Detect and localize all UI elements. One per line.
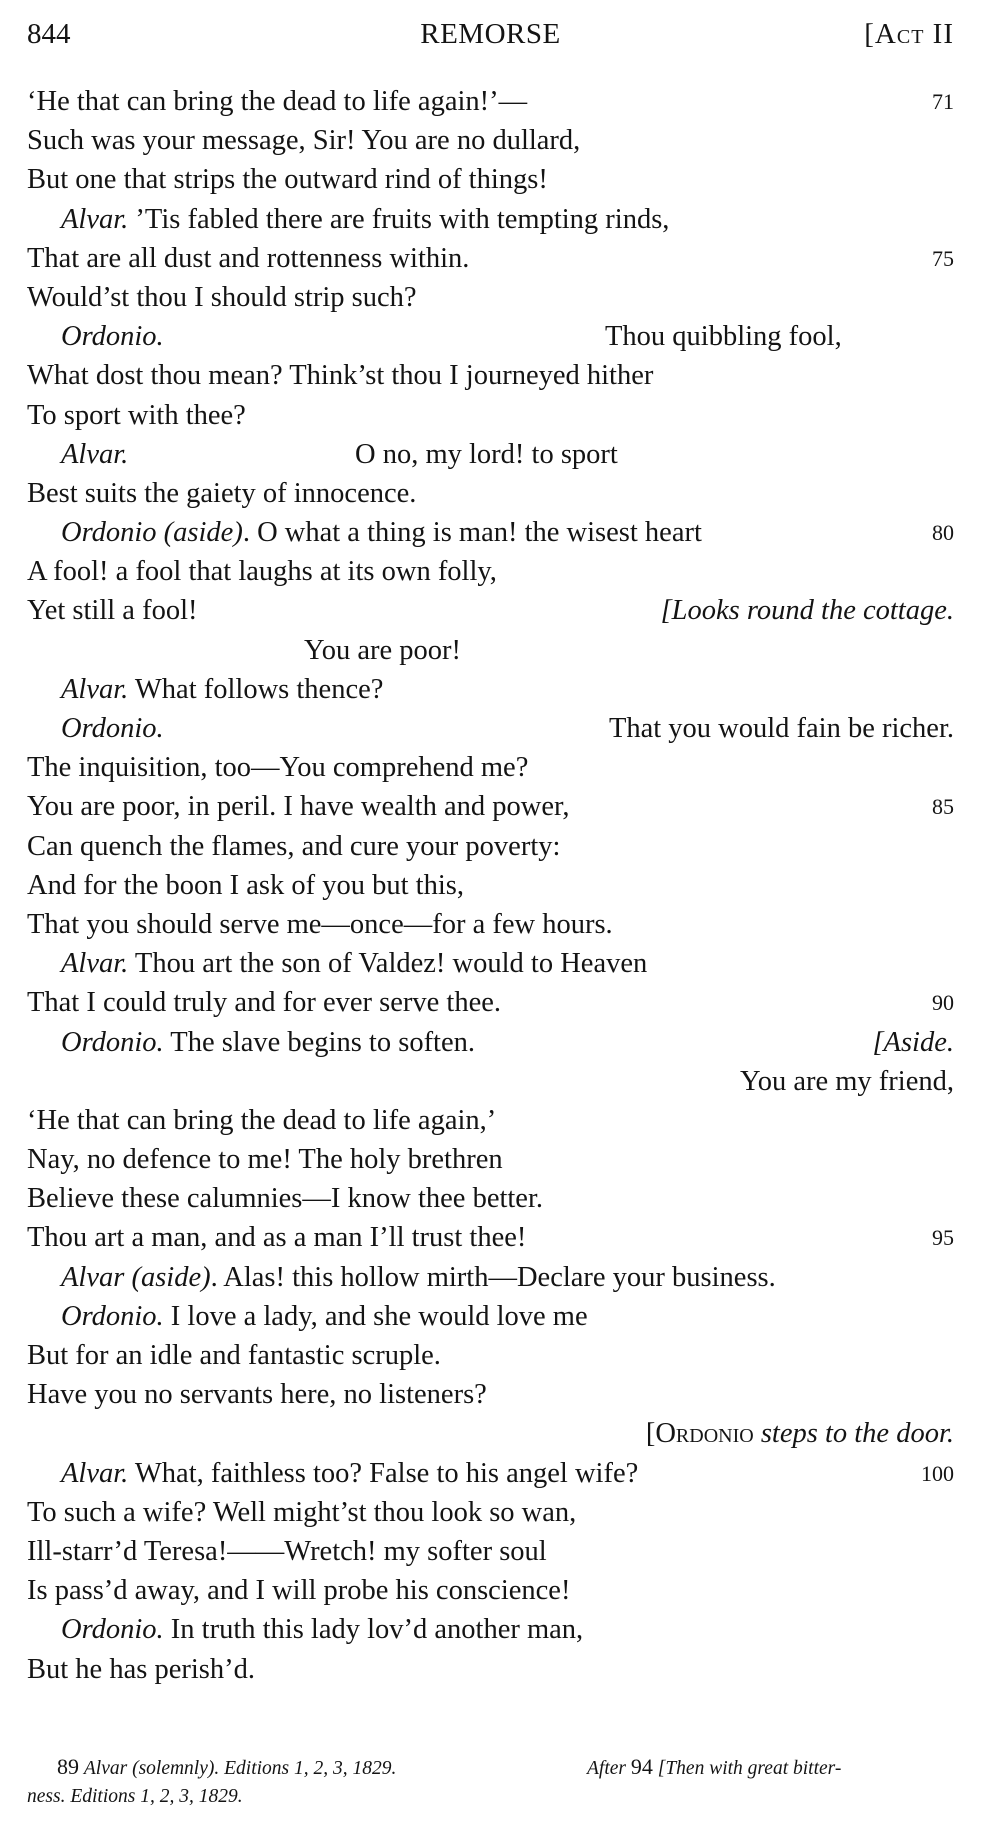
line-text: A fool! a fool that laughs at its own folly, — [27, 556, 497, 588]
line-number: 80 — [932, 520, 954, 546]
aside-mark: (aside) — [131, 1261, 211, 1293]
verse-line — [27, 474, 954, 513]
line-text: Thou quibbling fool, — [605, 321, 842, 353]
verse-line — [27, 552, 954, 591]
line-text: ‘He that can bring the dead to life again!’— — [27, 86, 528, 117]
verse-line — [27, 787, 954, 826]
line-text: Is pass’d away, and I will probe his conscience! — [27, 1575, 571, 1607]
line-number: 90 — [932, 990, 954, 1016]
verse-line — [27, 317, 954, 356]
line-text: ’Tis fabled there are fruits with tempting rinds, — [128, 203, 670, 235]
footnote-line-ref: 89 — [57, 1754, 79, 1779]
line-text: The slave begins to soften. — [163, 1026, 476, 1058]
stage-direction-name: [Ordonio — [645, 1418, 754, 1450]
act-label: [Act II — [864, 18, 954, 50]
verse-line — [27, 121, 954, 160]
speaker-name: Ordonio — [61, 517, 157, 549]
verse-line — [27, 200, 954, 239]
verse-line — [27, 905, 954, 944]
speaker-name: Alvar. — [61, 438, 129, 470]
speaker-name: Alvar. — [61, 673, 129, 705]
verse-line — [27, 396, 954, 435]
footnote-text: [Then with great bitter- — [657, 1758, 842, 1779]
verse-line — [27, 513, 954, 552]
verse-line — [27, 239, 954, 278]
speaker-name: Ordonio. — [61, 1026, 164, 1058]
speaker-name: Alvar. — [61, 948, 129, 980]
line-text: Believe these calumnies—I know thee better. — [27, 1183, 543, 1215]
verse-line — [27, 983, 954, 1022]
verse-line — [27, 1493, 954, 1532]
verse-line — [27, 1571, 954, 1610]
line-number: 100 — [921, 1460, 954, 1486]
line-number: 75 — [932, 245, 954, 271]
line-text: Such was your message, Sir! You are no dullard, — [27, 125, 581, 157]
verse-line — [27, 1532, 954, 1571]
line-text: What dost thou mean? Think’st thou I journeyed hither — [27, 360, 654, 392]
line-text: That are all dust and rottenness within. — [27, 242, 470, 274]
stage-direction: [Looks round the cottage. — [660, 595, 954, 627]
line-text: But for an idle and fantastic scruple. — [27, 1340, 441, 1371]
verse-line — [27, 356, 954, 395]
speaker-name: Ordonio. — [61, 713, 164, 744]
line-text: That I could truly and for ever serve thee. — [27, 987, 502, 1019]
line-text: Thou art the son of Valdez! would to Heaven — [128, 948, 648, 980]
line-text: . Alas! this hollow mirth—Declare your business. — [210, 1261, 776, 1293]
line-text: Thou art a man, and as a man I’ll trust thee! — [27, 1222, 527, 1254]
footnote-2 — [587, 1752, 841, 1784]
verse-line — [27, 435, 954, 474]
speaker-name: Alvar. — [61, 1457, 129, 1489]
verse-line — [27, 82, 954, 121]
verse-line — [27, 278, 954, 317]
verse-line — [27, 1140, 954, 1179]
page-number: 844 — [27, 18, 71, 50]
line-text: That you would fain be richer. — [608, 713, 954, 744]
stage-direction: [Aside. — [872, 1026, 954, 1058]
verse-line — [27, 1610, 954, 1649]
running-title: REMORSE — [420, 18, 561, 50]
footnote-lead: After — [587, 1758, 626, 1779]
line-text: Best suits the gaiety of innocence. — [27, 477, 417, 509]
line-text: To such a wife? Well might’st thou look so wan, — [27, 1496, 577, 1528]
speaker-name: Ordonio. — [61, 321, 164, 353]
footnotes — [27, 1752, 954, 1812]
verse-line — [27, 866, 954, 905]
line-text: O no, my lord! to sport — [355, 438, 618, 470]
line-number: 95 — [932, 1225, 954, 1251]
line-text: Would’st thou I should strip such? — [27, 281, 417, 313]
footnote-line-ref: 94 — [630, 1754, 653, 1779]
stage-direction — [646, 1414, 954, 1453]
verse-line — [27, 591, 954, 630]
page-header — [27, 18, 954, 58]
footnote-line — [27, 1782, 954, 1812]
line-text: And for the boon I ask of you but this, — [27, 869, 464, 901]
verse-line — [27, 1297, 954, 1336]
line-text: In truth this lady lov’d another man, — [163, 1614, 584, 1646]
speaker-name: Alvar — [61, 1261, 125, 1293]
line-text: You are poor, in peril. I have wealth and power, — [27, 791, 570, 823]
verse-line — [27, 1062, 954, 1101]
line-text: Ill-starr’d Teresa!——Wretch! my softer soul — [27, 1535, 547, 1567]
verse-line — [27, 1218, 954, 1257]
line-text: But one that strips the outward rind of things! — [27, 164, 548, 196]
verse-line — [27, 748, 954, 787]
line-text: You are my friend, — [740, 1065, 954, 1097]
verse-line — [27, 1454, 954, 1493]
line-text: The inquisition, too—You comprehend me? — [27, 752, 529, 784]
speaker-name: Alvar. — [61, 203, 129, 235]
aside-mark: (aside) — [163, 517, 243, 549]
verse-text — [27, 82, 954, 1689]
line-number: 85 — [932, 794, 954, 820]
line-text: What follows thence? — [128, 673, 384, 705]
verse-line — [27, 944, 954, 983]
line-text: Can quench the flames, and cure your poverty: — [27, 830, 561, 862]
line-text: What, faithless too? False to his angel wife? — [128, 1457, 639, 1489]
verse-line — [27, 631, 954, 670]
footnote-text: Alvar (solemnly). Editions 1, 2, 3, 1829. — [83, 1758, 397, 1779]
line-text: To sport with thee? — [27, 399, 246, 431]
verse-line — [27, 1179, 954, 1218]
line-text: . O what a thing is man! the wisest heart — [242, 517, 702, 549]
verse-line — [27, 160, 954, 199]
speaker-name: Ordonio. — [61, 1300, 164, 1332]
line-number: 71 — [932, 89, 954, 114]
line-text: You are poor! — [304, 634, 462, 666]
line-text: I love a lady, and she would love me — [163, 1300, 588, 1332]
verse-line — [27, 1023, 954, 1062]
verse-line — [27, 1101, 954, 1140]
line-text: ‘He that can bring the dead to life again,’ — [27, 1104, 497, 1136]
line-text: Nay, no defence to me! The holy brethren — [27, 1144, 503, 1176]
speaker-name: Ordonio. — [61, 1614, 164, 1646]
verse-line — [27, 670, 954, 709]
line-text: Have you no servants here, no listeners? — [27, 1379, 487, 1411]
verse-line — [27, 1375, 954, 1414]
verse-line — [27, 827, 954, 866]
stage-direction-text: steps to the door. — [753, 1418, 954, 1450]
line-text: That you should serve me—once—for a few hours. — [27, 908, 613, 940]
verse-line — [27, 1258, 954, 1297]
verse-line — [27, 1336, 954, 1375]
line-text: But he has perish’d. — [27, 1653, 255, 1685]
line-text: Yet still a fool! — [27, 595, 198, 627]
verse-line — [27, 1414, 954, 1453]
footnote-line — [27, 1752, 954, 1782]
footnote-text: ness. Editions 1, 2, 3, 1829. — [27, 1786, 243, 1807]
footnote-1 — [27, 1754, 397, 1779]
verse-line — [27, 1650, 954, 1689]
verse-line — [27, 709, 954, 748]
